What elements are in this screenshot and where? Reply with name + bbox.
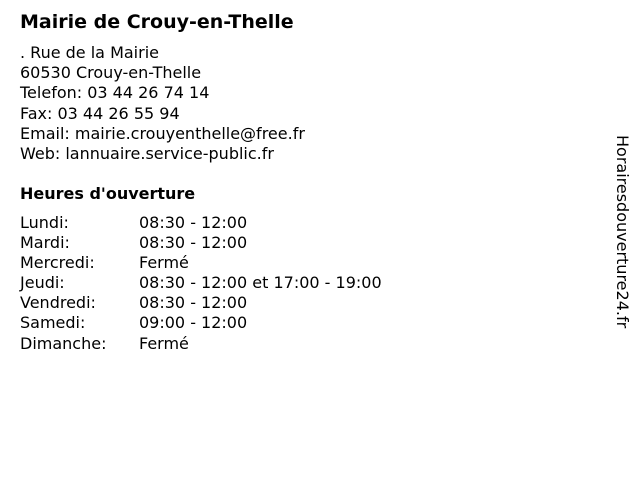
day-hours: Fermé	[139, 253, 189, 273]
day-hours: 08:30 - 12:00	[139, 293, 248, 313]
day-label: Jeudi:	[20, 273, 65, 293]
office-title: Mairie de Crouy-en-Thelle	[20, 11, 294, 33]
postal-city: 60530 Crouy-en-Thelle	[20, 63, 202, 83]
day-hours: 08:30 - 12:00	[139, 213, 248, 232]
day-hours: 08:30 - 12:00	[139, 233, 248, 253]
day-label: Lundi:	[20, 213, 69, 232]
day-label: Samedi:	[20, 313, 86, 333]
day-label: Mercredi:	[20, 253, 95, 273]
website: Web: lannuaire.service-public.fr	[20, 144, 274, 164]
day-hours: Fermé	[139, 333, 189, 353]
day-label: Vendredi:	[20, 293, 96, 313]
address-block	[20, 43, 305, 164]
day-label: Dimanche:	[20, 333, 107, 353]
site-brand-watermark: Horairesdouverture24.fr	[613, 135, 632, 329]
phone-number: Telefon: 03 44 26 74 14	[20, 83, 210, 103]
fax-number: Fax: 03 44 26 55 94	[20, 103, 180, 123]
email-address: Email: mairie.crouyenthelle@free.fr	[20, 123, 305, 143]
day-hours: 09:00 - 12:00	[139, 313, 248, 333]
day-hours: 08:30 - 12:00 et 17:00 - 19:00	[139, 273, 382, 293]
day-label: Mardi:	[20, 233, 70, 253]
opening-hours-heading: Heures d'ouverture	[20, 184, 196, 203]
street-address: . Rue de la Mairie	[20, 43, 159, 62]
